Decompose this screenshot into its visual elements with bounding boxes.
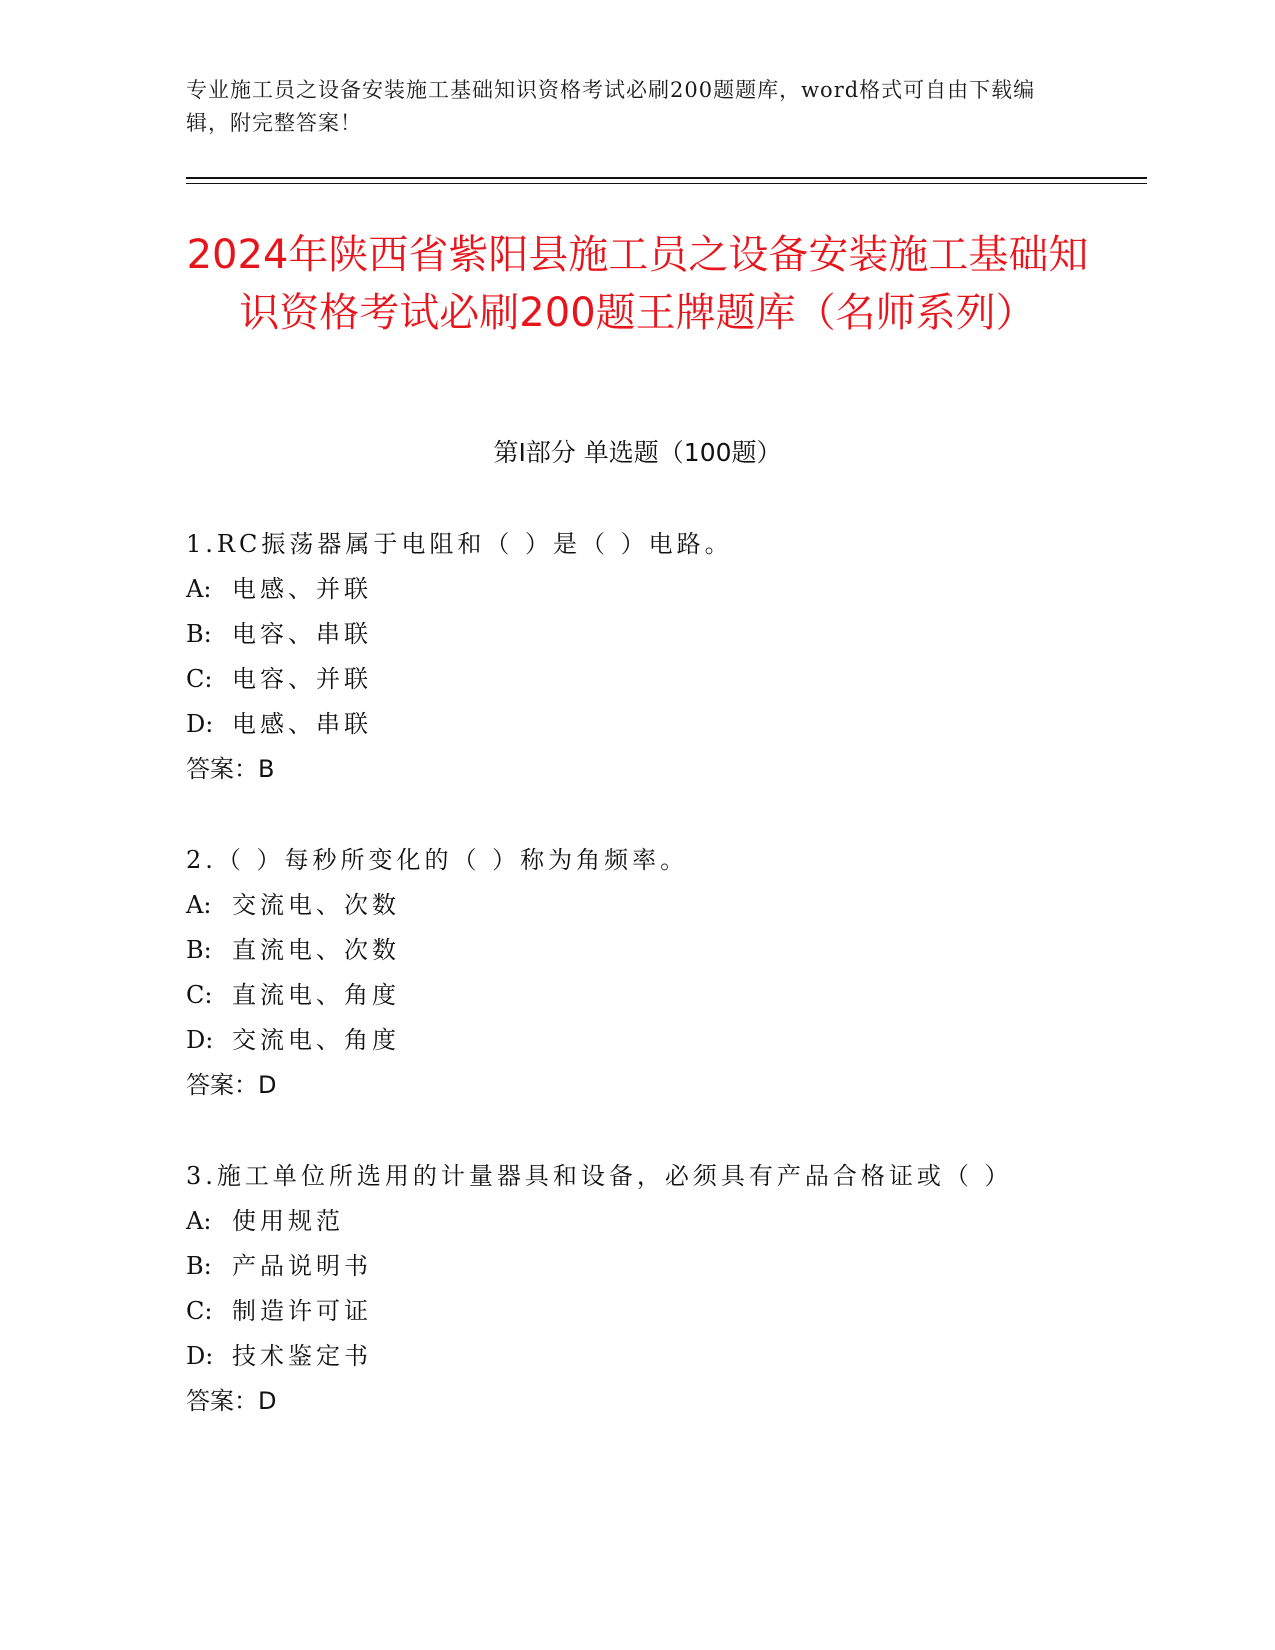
- question-list: [186, 522, 1086, 1470]
- answer-line: 答案：B: [186, 755, 275, 783]
- question-stem: 1.RC振荡器属于电阻和（ ）是（ ）电路。: [186, 530, 733, 558]
- option-text: 直流电、次数: [232, 936, 400, 964]
- option-d: [186, 1334, 1086, 1379]
- option-text: 电感、串联: [232, 710, 372, 738]
- option-a: [186, 883, 1086, 928]
- option-letter: C:: [186, 665, 213, 693]
- question-2: [186, 838, 1086, 1108]
- option-a: [186, 1199, 1086, 1244]
- option-text: 电容、串联: [232, 620, 372, 648]
- option-letter: A:: [186, 1207, 212, 1235]
- option-text: 交流电、次数: [232, 891, 400, 919]
- option-d: [186, 1018, 1086, 1063]
- option-text: 制造许可证: [232, 1297, 372, 1325]
- option-d: [186, 702, 1086, 747]
- header-rule-thick: [186, 177, 1147, 179]
- option-text: 技术鉴定书: [232, 1342, 372, 1370]
- option-letter: B:: [186, 936, 212, 964]
- answer-line: 答案：D: [186, 1387, 277, 1415]
- question-3: [186, 1154, 1086, 1424]
- option-text: 直流电、角度: [232, 981, 400, 1009]
- option-text: 电感、并联: [232, 575, 372, 603]
- option-letter: C:: [186, 1297, 213, 1325]
- header-note: 专业施工员之设备安装施工基础知识资格考试必刷200题题库，word格式可自由下载编辑，附完整答案！: [186, 78, 1036, 135]
- option-c: [186, 1289, 1086, 1334]
- option-b: [186, 928, 1086, 973]
- option-text: 电容、并联: [232, 665, 372, 693]
- option-text: 使用规范: [232, 1207, 344, 1235]
- option-letter: D:: [186, 1026, 214, 1054]
- option-a: [186, 567, 1086, 612]
- option-c: [186, 973, 1086, 1018]
- document-title: 2024年陕西省紫阳县施工员之设备安装施工基础知识资格考试必刷200题王牌题库（名师系列）: [186, 232, 1089, 336]
- option-c: [186, 657, 1086, 702]
- question-stem: 2.（ ）每秒所变化的（ ）称为角频率。: [186, 846, 689, 874]
- question-stem: 3.施工单位所选用的计量器具和设备，必须具有产品合格证或（ ）: [186, 1162, 1013, 1190]
- option-letter: B:: [186, 620, 212, 648]
- option-b: [186, 612, 1086, 657]
- option-letter: A:: [186, 891, 212, 919]
- option-letter: A:: [186, 575, 212, 603]
- section-title: 第I部分 单选题（100题）: [493, 438, 782, 467]
- answer-line: 答案：D: [186, 1071, 277, 1099]
- option-letter: C:: [186, 981, 213, 1009]
- question-1: [186, 522, 1086, 792]
- option-text: 交流电、角度: [232, 1026, 400, 1054]
- header-rule-thin: [186, 183, 1147, 184]
- option-b: [186, 1244, 1086, 1289]
- option-letter: B:: [186, 1252, 212, 1280]
- option-letter: D:: [186, 1342, 214, 1370]
- option-text: 产品说明书: [232, 1252, 372, 1280]
- option-letter: D:: [186, 710, 214, 738]
